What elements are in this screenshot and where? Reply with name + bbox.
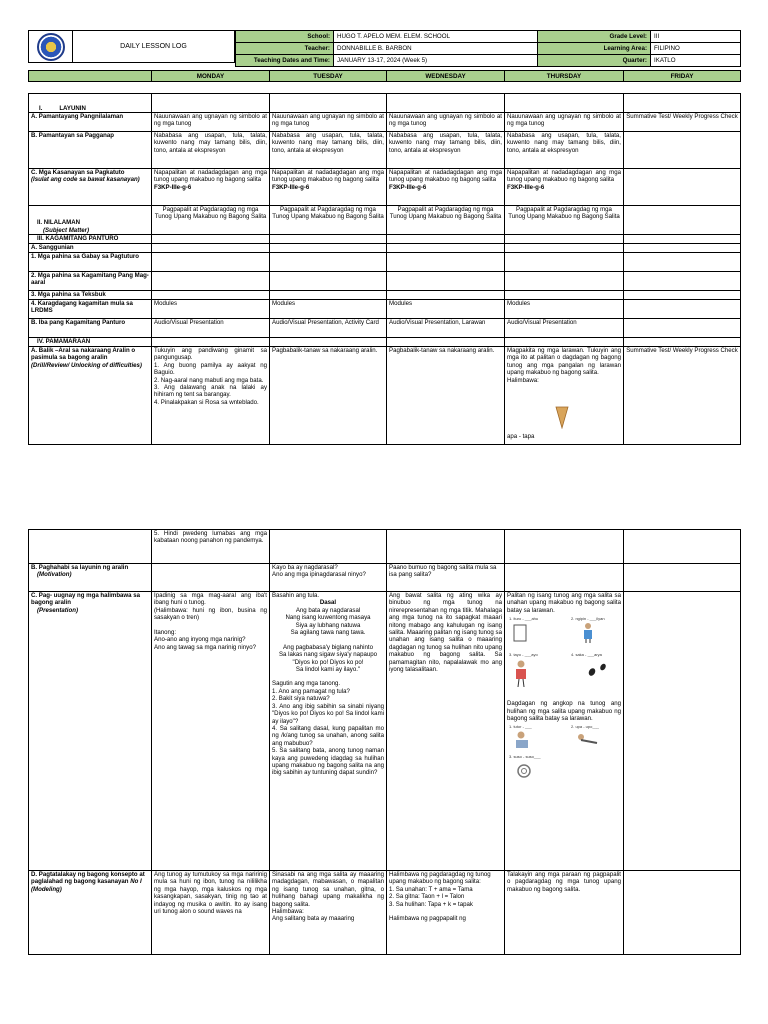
cell-empty xyxy=(152,235,270,244)
header-info-table xyxy=(235,30,741,67)
poem-body: Ang bata ay nagdarasal Nang isang kuwentong masaya Siya ay lubhang natuwa Sa agilang tawa nang tawa. Ang pagbabasa'y biglang nahinto Sa lakas nang sigaw siya'y napaupo "Diyos ko po! Diyos ko po! Sa lindol kami ay ilayo." xyxy=(278,606,378,674)
balik-friday: Summative Test/ Weekly Progress Check xyxy=(624,347,741,445)
cell-empty xyxy=(152,253,270,272)
presentation-wednesday: Ang bawat salita ng ating wika ay binubuo ng mga tunog na nirerepresentahan ng mga titik. Mahalaga ang mga tunog na ito sapagkat maaari nitong mabago ang kahulugan ng isang salita. Maaaring palitan ng isang tunog sa unahan ang isang salita o maaaring dagdagan ng tunog sa hulihan nito upang makabuo ng bagong salita. Sa pamamagitan nito, napalalawak mo ang iyong talasalitaan. xyxy=(387,592,505,871)
thursday-instruction-1: Palitan ng isang tunog ang mga salita sa unahan upang makabuo ng bagong salita batay sa larawan. xyxy=(507,592,621,614)
balik-thursday-text: Magpakita ng mga larawan. Tukuyin ang mga ito at palitan o dagdagan ng bagong tunog ang mga pangalan ng larawan upang makabuo ng bagong salita. Halimbawa: xyxy=(507,347,621,384)
cell-empty xyxy=(624,206,741,235)
c-thursday xyxy=(505,169,624,206)
cell-empty xyxy=(387,291,505,300)
nil-monday: Pagpapalit at Pagdaragdag ng mga Tunog Upang Makabuo ng Bagong Salita xyxy=(152,206,270,235)
pic6-label: 2. upa - upo___ xyxy=(571,724,600,730)
a-friday: Summative Test/ Weekly Progress Check xyxy=(624,113,741,132)
modeling-wednesday: Halimbawa ng pagdaragdag ng tunog upang makabuo ng bagong salita: 1. Sa unahan: T + ama = Tama 2. Sa gitna: Taon + l = Talon 3. Sa hulihan: Tapa + k = tapak Halimbawa ng pagpapalit ng xyxy=(387,871,505,955)
av-thursday: Audio/Visual Presentation xyxy=(505,319,624,338)
section-pamamaraan: IV. PAMAMARAAN xyxy=(29,338,152,347)
area-value: FILIPINO xyxy=(651,43,741,55)
cell-empty xyxy=(387,272,505,291)
c-tuesday xyxy=(270,169,387,206)
row-label-kagamitang-pang-mag-aaral: 2. Mga pahina sa Kagamitang Pang Mag-aaral xyxy=(29,272,152,291)
pag-uugnay-note: (Presentation) xyxy=(37,606,78,614)
cell-empty xyxy=(152,244,270,253)
cell-empty xyxy=(624,244,741,253)
cell-empty xyxy=(624,338,741,347)
lrdms-tuesday: Modules xyxy=(270,300,387,319)
a-wednesday: Nauunawaan ang ugnayan ng simbolo at ng mga tunog xyxy=(387,113,505,132)
poem-questions: Sagutin ang mga tanong. 1. Ano ang pamagat ng tula? 2. Bakit siya natuwa? 3. Ano ang ibig sabihin sa sinabi niyang "Diyos ko po! Diyos ko po! Sa lindol kami ay ilayo"? 4. Sa salitang dasal, kung papalitan mo ng /k/ang tunog sa unahan, anong salita ang mabubuo? 5. Sa salitang bata, anong tunog naman kaya ang puwedeng idagdag sa hulihan upang makabuo ng bagong salita na ang ibig sabihin ay tuntuning dapat sundin? xyxy=(272,680,384,777)
balik-monday: Tukuyin ang pandiwang ginamit sa pangungusap. 1. Ang buong pamilya ay aakyat ng Baguio. 2. Nag-aaral nang mabuti ang mga bata. 3. Ang dalawang anak na lalaki ay hihiram ng tent sa barangay. 4. Pinalakpakan si Rosa sa wnteblado. xyxy=(152,347,270,445)
section-layunin xyxy=(29,94,152,113)
pic2-label: 2. ngipin - ___ilyan xyxy=(571,616,605,622)
b-tuesday: Nababasa ang usapan, tula, talata, kuwento nang may tamang bilis, diin, tono, antala at ekspresyon xyxy=(270,132,387,169)
feet-picture-icon xyxy=(587,662,609,678)
day-wednesday: WEDNESDAY xyxy=(387,71,505,82)
child-picture-icon xyxy=(581,622,595,644)
presentation-thursday xyxy=(505,592,624,871)
row-label-pamantayang: A. Pamantayang Pangnilalaman xyxy=(29,113,152,132)
lesson-table-page1 xyxy=(28,93,741,445)
row-label-paghahabi xyxy=(29,564,152,592)
cell-empty xyxy=(152,94,270,113)
cell-empty xyxy=(270,235,387,244)
cell-empty xyxy=(387,253,505,272)
layunin-text: I. LAYUNIN xyxy=(39,104,86,112)
cell-empty xyxy=(505,235,624,244)
c-code: F3KP-IIIe-g-6 xyxy=(389,183,427,191)
cell-empty xyxy=(624,253,741,272)
c-code: F3KP-IIIe-g-6 xyxy=(272,183,310,191)
modeling-tuesday: Sinasabi na ang mga salita ay maaaring madagdagan, mabawasan, o mapalitan ng isang tunog sa unahan, gitna, o hulihang bahagi upang makalikha ng bagong salita. Halimbawa: Ang salitang bata ay maaaring xyxy=(270,871,387,955)
balik-wednesday: Pagbabalik-tanaw sa nakaraang aralin. xyxy=(387,347,505,445)
cell-empty xyxy=(505,253,624,272)
boy-picture-icon xyxy=(513,660,529,688)
row-label-pag-uugnay xyxy=(29,592,152,871)
av-wednesday: Audio/Visual Presentation, Larawan xyxy=(387,319,505,338)
cell-empty xyxy=(387,244,505,253)
grade-value: III xyxy=(651,31,741,43)
row-label-balik-aral xyxy=(29,347,152,445)
day-tuesday: TUESDAY xyxy=(270,71,387,82)
cell-empty xyxy=(505,291,624,300)
balik-tuesday: Pagbabalik-tanaw sa nakaraang aralin. xyxy=(270,347,387,445)
a-tuesday: Nauunawaan ang ugnayan ng simbolo at ng mga tunog xyxy=(270,113,387,132)
cell-empty xyxy=(505,338,624,347)
balik-aral-label: A. Balik –Aral sa nakaraang Aralin o pasimula sa bagong aralin xyxy=(31,347,136,362)
presentation-monday: Ipadinig sa mga mag-aaral ang iba't ibang huni o tunog. (Halimbawa: huni ng ibon, busina ng sasakyan o tren) Itanong: Ano-ano ang inyong mga narinig? Ano ang tawag sa mga narinig ninyo? xyxy=(152,592,270,871)
row-label-iba-pang-kagamitan: B. Iba pang Kagamitang Panturo xyxy=(29,319,152,338)
cell-empty xyxy=(624,272,741,291)
pagtatalakay-label: D. Pagtatalakay ng bagong konsepto at paglalahad ng bagong kasanayan xyxy=(31,871,145,886)
dates-label: Teaching Dates and Time: xyxy=(236,55,334,67)
area-label: Learning Area: xyxy=(538,43,651,55)
days-blank xyxy=(29,71,152,82)
c-text: Napapalitan at nadadagdagan ang mga tunog upang makabuo ng bagong salita xyxy=(389,169,502,184)
pic3-label: 3. tayo - ___ayo xyxy=(509,652,538,658)
balik-aral-note: (Drill/Review/ Unlocking of difficulties) xyxy=(31,361,142,369)
row-label-gabay: 1. Mga pahina sa Gabay sa Pagtuturo xyxy=(29,253,152,272)
cell-empty xyxy=(505,94,624,113)
c-text: Napapalitan at nadadagdagan ang mga tunog upang makabuo ng bagong salita xyxy=(154,169,267,184)
poem-intro: Basahin ang tula. xyxy=(272,592,320,599)
nilalaman-sub: (Subject Matter) xyxy=(43,226,90,234)
cell-empty xyxy=(624,291,741,300)
cell-empty xyxy=(505,564,624,592)
row-label-nilalaman xyxy=(29,206,152,235)
c-wednesday xyxy=(387,169,505,206)
ice-cream-cone-icon xyxy=(555,405,569,429)
quarter-label: Quarter: xyxy=(538,55,651,67)
kasanayan-note: (Isulat ang code sa bawat kasanayan) xyxy=(31,176,140,184)
a-thursday: Nauunawaan ang ugnayan ng simbolo at ng mga tunog xyxy=(505,113,624,132)
cell-empty xyxy=(624,235,741,244)
a-monday: Nauunawaan ang ugnayan ng simbolo at ng mga tunog xyxy=(152,113,270,132)
row-label-sanggunian: A. Sanggunian xyxy=(29,244,152,253)
pic5-label: 1. tutor - ___ xyxy=(509,724,532,730)
cell-empty xyxy=(624,300,741,319)
poem-title: Dasal xyxy=(319,599,337,607)
row-label-kasanayan xyxy=(29,169,152,206)
cell-empty xyxy=(505,272,624,291)
section-kagamitan: III. KAGAMITANG PANTURO xyxy=(29,235,152,244)
cell-empty xyxy=(505,530,624,564)
c-code: F3KP-IIIe-g-6 xyxy=(154,183,192,191)
cell-empty xyxy=(152,338,270,347)
cell-empty xyxy=(624,319,741,338)
b-thursday: Nababasa ang usapan, tula, talata, kuwento nang may tamang bilis, diin, tono, antala at ekspresyon xyxy=(505,132,624,169)
cell-empty xyxy=(152,291,270,300)
snail-picture-icon xyxy=(515,762,533,780)
days-header xyxy=(28,70,741,82)
person-picture-icon xyxy=(513,730,533,750)
log-title: DAILY LESSON LOG xyxy=(73,30,235,63)
lrdms-wednesday: Modules xyxy=(387,300,505,319)
cell-empty xyxy=(270,244,387,253)
balik-monday-continued: 5. Hindi pwedeng lumabas ang mga kabataan noong panahon ng pandemya. xyxy=(152,530,270,564)
picture-set-1 xyxy=(507,614,621,700)
cell-empty xyxy=(624,871,741,955)
thursday-instruction-2: Dagdagan ng angkop na tunog ang hulihan ng mga salita upang makabuo ng bagong salita batay sa larawan. xyxy=(507,700,621,723)
cell-empty xyxy=(270,253,387,272)
b-monday: Nababasa ang usapan, tula, talata, kuwento nang may tamang bilis, diin, tono, antala at ekspresyon xyxy=(152,132,270,169)
school-label: School: xyxy=(236,31,334,43)
dates-value: JANUARY 13-17, 2024 (Week 5) xyxy=(334,55,538,67)
day-monday: MONDAY xyxy=(152,71,270,82)
b-wednesday: Nababasa ang usapan, tula, talata, kuwento nang may tamang bilis, diin, tono, antala at ekspresyon xyxy=(387,132,505,169)
seal-emblem-icon xyxy=(37,33,65,61)
lesson-table-page2 xyxy=(28,529,741,955)
pic1-label: 1. ituro - ___ahu xyxy=(509,616,539,622)
school-value: HUGO T. APELO MEM. ELEM. SCHOOL xyxy=(334,31,538,43)
cell-empty xyxy=(387,338,505,347)
balik-thursday xyxy=(505,347,624,445)
quarter-value: IKATLO xyxy=(651,55,741,67)
row-label-teksbuk: 3. Mga pahina sa Teksbuk xyxy=(29,291,152,300)
c-text: Napapalitan at nadadagdagan ang mga tunog upang makabuo ng bagong salita xyxy=(272,169,384,184)
teacher-label: Teacher: xyxy=(236,43,334,55)
cell-empty xyxy=(270,94,387,113)
cell-empty xyxy=(387,235,505,244)
presentation-tuesday xyxy=(270,592,387,871)
day-thursday: THURSDAY xyxy=(505,71,624,82)
cell-empty xyxy=(270,291,387,300)
cell-empty xyxy=(387,530,505,564)
c-code: F3KP-IIIe-g-6 xyxy=(507,183,545,191)
cell-empty xyxy=(29,530,152,564)
cell-empty xyxy=(624,592,741,871)
cell-empty xyxy=(152,272,270,291)
nil-thursday: Pagpapalit at Pagdaragdag ng mga Tunog Upang Makabuo ng Bagong Salita xyxy=(505,206,624,235)
cell-empty xyxy=(270,272,387,291)
c-text: Napapalitan at nadadagdagan ang mga tunog upang makabuo ng bagong salita xyxy=(507,169,621,184)
av-tuesday: Audio/Visual Presentation, Activity Card xyxy=(270,319,387,338)
modeling-thursday: Talakayin ang mga paraan ng pagpapalit o pagdaragdag ng mga tunog upang makabuo ng bagong salita. xyxy=(505,871,624,955)
paghahabi-label: B. Paghahabi sa layunin ng aralin xyxy=(31,564,129,571)
grade-label: Grade Level: xyxy=(538,31,651,43)
cell-empty xyxy=(152,564,270,592)
cell-empty xyxy=(505,244,624,253)
motivation-wednesday: Paano bumuo ng bagong salita mula sa isa pang salita? xyxy=(387,564,505,592)
cell-empty xyxy=(624,94,741,113)
cell-empty xyxy=(624,169,741,206)
motivation-tuesday: Kayo ba ay nagdarasal? Ano ang mga ipinagdarasal ninyo? xyxy=(270,564,387,592)
lrdms-monday: Modules xyxy=(152,300,270,319)
cell-empty xyxy=(270,338,387,347)
kasanayan-label: C. Mga Kasanayan sa Pagkatuto xyxy=(31,169,125,176)
pic7-label: 3. suso - suso___ xyxy=(509,754,541,760)
day-friday: FRIDAY xyxy=(624,71,741,82)
nil-wednesday: Pagpapalit at Pagdaragdag ng mga Tunog Upang Makabuo ng Bagong Salita xyxy=(387,206,505,235)
picture-set-2 xyxy=(507,722,621,782)
sitting-person-icon xyxy=(575,732,603,746)
lesson-log-header xyxy=(28,30,740,63)
row-label-pagganap: B. Pamantayan sa Pagganap xyxy=(29,132,152,169)
pag-uugnay-label: C. Pag- uugnay ng mga halimbawa sa bagong aralin xyxy=(31,592,141,607)
pic4-label: 4. saka - ___arya xyxy=(571,652,602,658)
av-monday: Audio/Visual Presentation xyxy=(152,319,270,338)
deped-seal xyxy=(28,30,73,63)
teacher-value: DONNABILLE B. BARBON xyxy=(334,43,538,55)
cabinet-picture-icon xyxy=(513,624,527,642)
row-label-lrdms: 4. Karagdagang kagamitan mula sa LRDMS xyxy=(29,300,152,319)
pagtatalakay-note: No I (Modeling) xyxy=(31,878,142,893)
cell-empty xyxy=(624,564,741,592)
modeling-monday: Ang tunog ay tumutukoy sa mga naririnig mula sa huni ng ibon, tunog na nililikha ng mga hayop, mga kaluskos ng mga kasangkapan, sasakyan, tinig ng tao at indayog ng musika o awitin. Ito ay isang uri tunog alon o sound waves na xyxy=(152,871,270,955)
row-label-pagtatalakay xyxy=(29,871,152,955)
nil-tuesday: Pagpapalit at Pagdaragdag ng mga Tunog Upang Makabuo ng Bagong Salita xyxy=(270,206,387,235)
cell-empty xyxy=(270,530,387,564)
nilalaman-label: II. NILALAMAN xyxy=(37,219,80,227)
lrdms-thursday: Modules xyxy=(505,300,624,319)
cell-empty xyxy=(624,530,741,564)
paghahabi-note: (Motivation) xyxy=(37,571,72,579)
cell-empty xyxy=(387,94,505,113)
apa-tapa-label: apa - tapa xyxy=(507,433,535,440)
cell-empty xyxy=(624,132,741,169)
c-monday xyxy=(152,169,270,206)
